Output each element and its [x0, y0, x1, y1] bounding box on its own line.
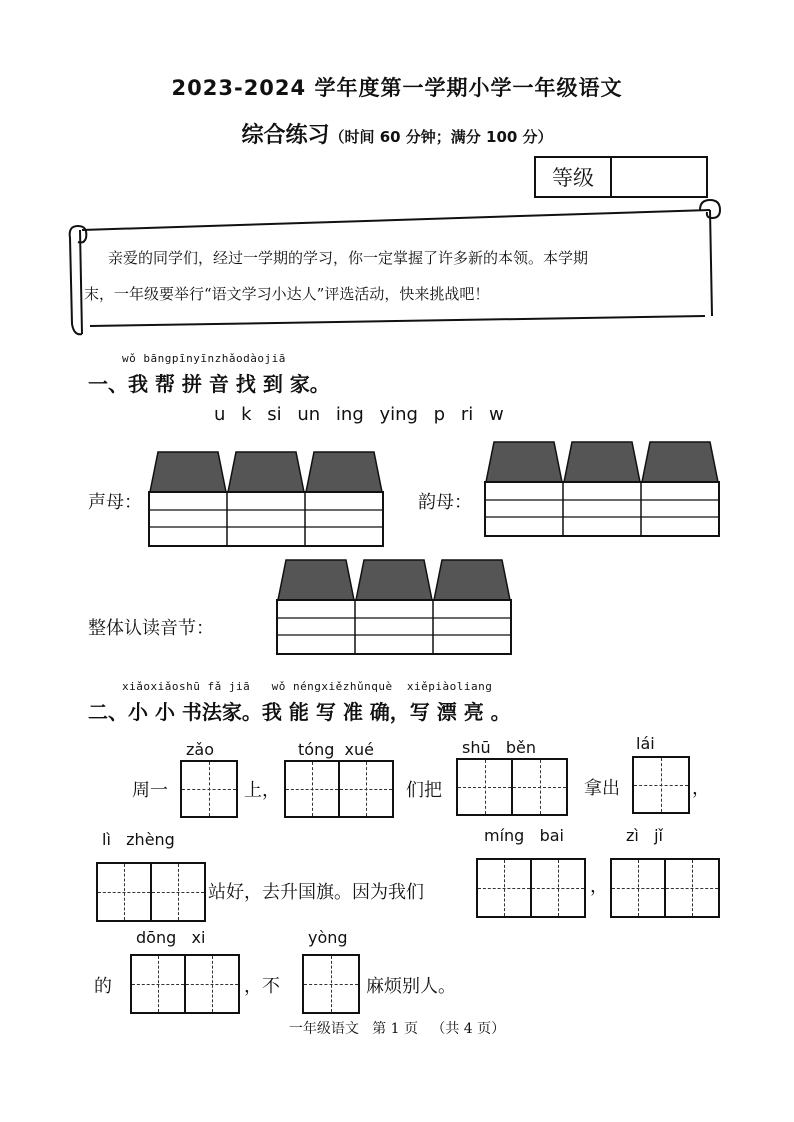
yunmu-house-icon[interactable]: [484, 440, 720, 538]
row3-text-1: 的: [94, 976, 112, 997]
pinyin-zao: zǎo: [186, 740, 214, 759]
row3-text-2: ，不: [244, 976, 280, 997]
shengmu-label: 声母：: [88, 492, 142, 513]
q2-pinyin: xiǎoxiǎoshū fǎ jiā wǒ néngxiězhǔnquè xiěpiàoliang: [122, 680, 493, 693]
grade-label: 等级: [536, 158, 612, 196]
subtitle-time: （时间 60 分钟；满分 100 分）: [329, 128, 553, 146]
yunmu-label: 韵母：: [418, 492, 472, 513]
pinyin-dongxi: dōng xi: [136, 928, 206, 947]
pinyin-tongxue: tóng xué: [298, 740, 374, 759]
writing-box-tongxue[interactable]: [284, 760, 394, 818]
row1-text-3: 们把: [406, 780, 442, 801]
pinyin-mingbai: míng bai: [484, 826, 564, 845]
pinyin-ziji: zì jǐ: [626, 826, 663, 845]
row1-text-2: 上，: [244, 780, 280, 801]
zhengti-house-icon[interactable]: [276, 558, 512, 656]
row1-text-1: 周一: [132, 780, 168, 801]
zhengti-label: 整体认读音节：: [88, 618, 214, 639]
q2-title: 二、小 小 书法家。我 能 写 准 确，写 漂 亮 。: [88, 700, 511, 724]
intro-line-1: 亲爱的同学们，经过一学期的学习，你一定掌握了许多新的本领。本学期: [108, 249, 589, 267]
exam-title: 2023-2024 学年度第一学期小学一年级语文: [171, 76, 623, 100]
row2-text-2: ，: [590, 876, 608, 897]
writing-box-yong[interactable]: [302, 954, 360, 1014]
pinyin-shuben: shū běn: [462, 738, 537, 757]
row1-text-5: ，: [692, 778, 710, 799]
subtitle-main: 综合练习: [241, 123, 330, 148]
writing-box-shuben[interactable]: [456, 758, 568, 816]
pinyin-yong: yòng: [308, 928, 348, 947]
row1-text-4: 拿出: [584, 778, 620, 799]
grade-value-field[interactable]: [612, 158, 706, 196]
q1-title: 一、我 帮 拼 音 找 到 家。: [88, 372, 330, 396]
row2-text-1: 站好，去升国旗。因为我们: [208, 882, 424, 903]
writing-box-zao[interactable]: [180, 760, 238, 818]
pinyin-lizheng: lì zhèng: [102, 830, 175, 849]
page-footer: 一年级语文 第 1 页 （共 4 页）: [288, 1021, 506, 1037]
writing-box-ziji[interactable]: [610, 858, 720, 918]
exam-subtitle: [0, 118, 794, 149]
writing-box-mingbai[interactable]: [476, 858, 586, 918]
intro-text: [84, 240, 724, 312]
q1-pinyin: wǒ bāngpīnyīnzhǎodàojiā: [122, 352, 286, 365]
shengmu-house-icon[interactable]: [148, 450, 384, 548]
q1-letters: u k si un ing ying p ri w: [214, 404, 504, 425]
writing-box-lizheng[interactable]: [96, 862, 206, 922]
intro-line-2: 末，一年级要举行“语文学习小达人”评选活动，快来挑战吧！: [84, 285, 490, 303]
grade-box: [534, 156, 708, 198]
writing-box-lai[interactable]: [632, 756, 690, 814]
writing-box-dongxi[interactable]: [130, 954, 240, 1014]
row3-text-3: 麻烦别人。: [366, 976, 456, 997]
pinyin-lai: lái: [636, 734, 655, 753]
